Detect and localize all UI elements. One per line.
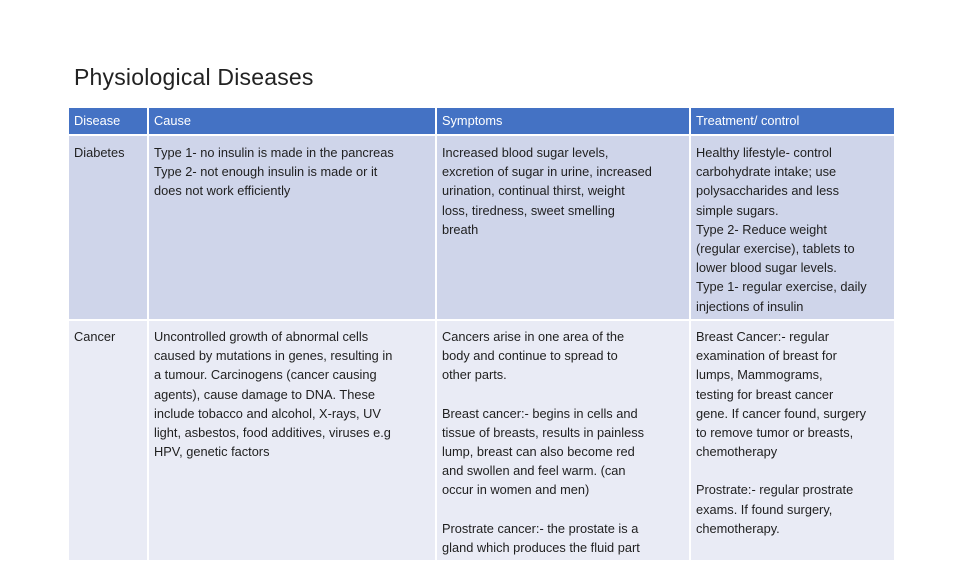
symptoms-line: excretion of sugar in urine, increased: [442, 164, 652, 180]
header-treatment: Treatment/ control: [690, 107, 895, 135]
table-row-cancer: [68, 320, 895, 561]
symptoms-line: body and continue to spread to: [442, 348, 618, 364]
treatment-line: testing for breast cancer: [696, 386, 834, 402]
symptoms-line: urination, continual thirst, weight: [442, 183, 625, 199]
symptoms-line: Cancers arise in one area of the: [442, 329, 625, 344]
symptoms-line: Prostrate cancer:- the prostate is a: [442, 520, 639, 536]
cause-line: does not work efficiently: [154, 183, 291, 199]
treatment-line: exams. If found surgery,: [696, 501, 833, 517]
treatment-line: lower blood sugar levels.: [696, 260, 837, 276]
cause-line: include tobacco and alcohol, X-rays, UV: [154, 405, 381, 421]
symptoms-line: occur in women and men): [442, 482, 590, 498]
treatment-line: chemotherapy.: [696, 520, 780, 536]
cell-treatment: [690, 320, 895, 561]
cell-cause: [148, 320, 436, 561]
diseases-table: [67, 106, 896, 562]
cause-line: Type 2- not enough insulin is made or it: [154, 164, 378, 180]
cell-symptoms: [436, 320, 690, 561]
symptoms-line: loss, tiredness, sweet smelling: [442, 202, 615, 218]
header-symptoms: Symptoms: [436, 107, 690, 135]
cause-line: a tumour. Carcinogens (cancer causing: [154, 367, 377, 383]
paragraph-gap: [696, 461, 889, 480]
symptoms-line: lump, breast can also become red: [442, 444, 635, 460]
paragraph-gap: [442, 500, 684, 519]
treatment-line: to remove tumor or breasts,: [696, 425, 854, 441]
treatment-line: injections of insulin: [696, 298, 804, 314]
cause-line: Type 1- no insulin is made in the pancreas: [154, 145, 394, 160]
table-header-row: [68, 107, 895, 135]
header-cause: Cause: [148, 107, 436, 135]
treatment-line: Type 2- Reduce weight: [696, 221, 827, 237]
treatment-line: Type 1- regular exercise, daily: [696, 279, 867, 295]
treatment-line: examination of breast for: [696, 348, 837, 364]
cause-line: light, asbestos, food additives, viruses e.g: [154, 425, 391, 441]
cell-treatment: [690, 135, 895, 320]
treatment-line: chemotherapy: [696, 444, 778, 460]
treatment-line: Breast Cancer:- regular: [696, 329, 829, 344]
cell-disease: Diabetes: [68, 135, 148, 320]
header-disease: Disease: [68, 107, 148, 135]
cell-disease: Cancer: [68, 320, 148, 561]
symptoms-line: gland which produces the fluid part: [442, 539, 640, 555]
treatment-line: polysaccharides and less: [696, 183, 839, 199]
cause-line: HPV, genetic factors: [154, 444, 270, 460]
symptoms-line: tissue of breasts, results in painless: [442, 424, 645, 440]
treatment-line: (regular exercise), tablets to: [696, 241, 855, 257]
cell-symptoms: [436, 135, 690, 320]
treatment-line: lumps, Mammograms,: [696, 367, 823, 383]
cell-cause: [148, 135, 436, 320]
cause-line: Uncontrolled growth of abnormal cells: [154, 329, 369, 344]
treatment-line: Prostrate:- regular prostrate: [696, 482, 854, 498]
treatment-line: Healthy lifestyle- control: [696, 145, 832, 160]
treatment-line: simple sugars.: [696, 202, 779, 218]
symptoms-line: Breast cancer:- begins in cells and: [442, 405, 638, 421]
symptoms-line: breath: [442, 221, 479, 237]
table-row-diabetes: [68, 135, 895, 320]
paragraph-gap: [442, 385, 684, 404]
treatment-line: carbohydrate intake; use: [696, 164, 837, 180]
cause-line: agents), cause damage to DNA. These: [154, 386, 375, 402]
symptoms-line: Increased blood sugar levels,: [442, 145, 609, 160]
slide-title: Physiological Diseases: [74, 64, 314, 90]
treatment-line: gene. If cancer found, surgery: [696, 405, 867, 421]
symptoms-line: other parts.: [442, 367, 507, 383]
symptoms-line: and swollen and feel warm. (can: [442, 463, 626, 479]
cause-line: caused by mutations in genes, resulting in: [154, 348, 393, 364]
